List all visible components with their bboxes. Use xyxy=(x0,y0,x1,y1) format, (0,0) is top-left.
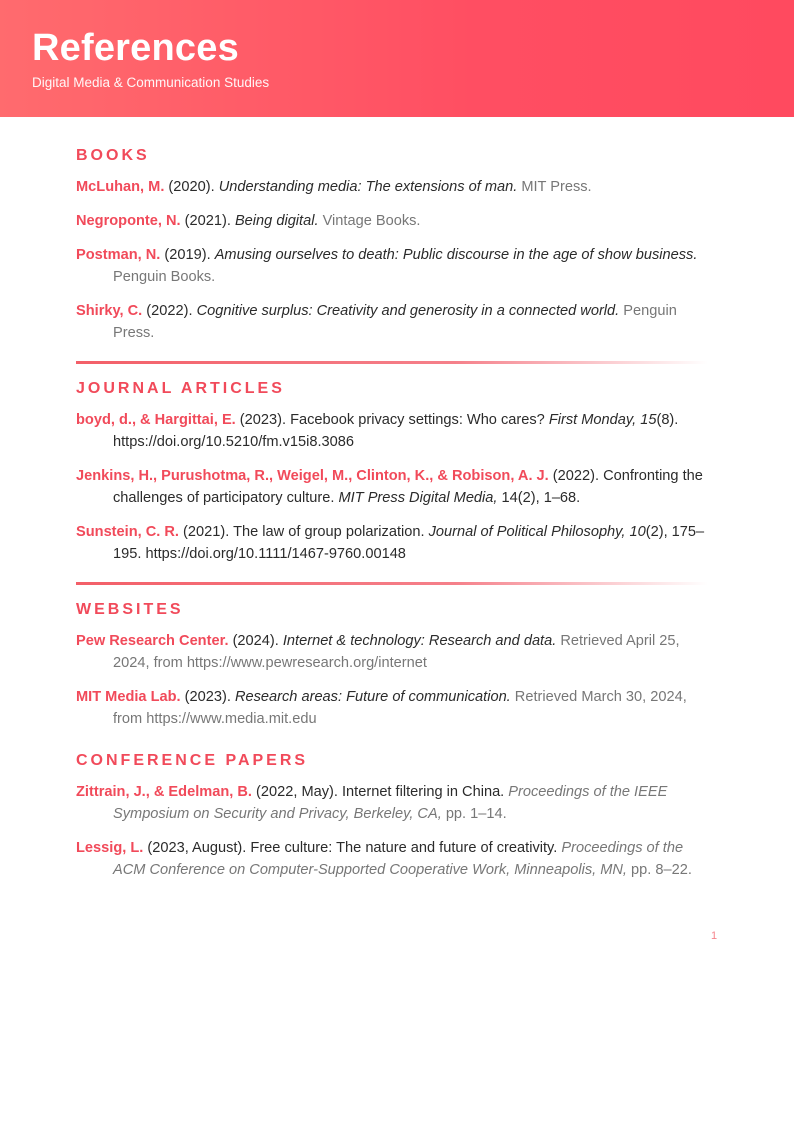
section-title: JOURNAL ARTICLES xyxy=(76,380,285,397)
section-spacer xyxy=(76,742,708,752)
reference-author: Lessig, L. xyxy=(76,840,144,856)
reference-author: Zittrain, J., & Edelman, B. xyxy=(76,784,252,800)
reference-pages: pp. 8–22. xyxy=(627,862,692,878)
reference-issue: (2), 175–195. https://doi.org/10.1111/1467-9760.00148 xyxy=(113,524,705,562)
reference-date: (2023). xyxy=(180,689,235,705)
reference-article-title: Facebook privacy settings: Who cares? xyxy=(290,412,549,428)
reference-paper-title: Internet filtering in China. xyxy=(342,784,509,800)
reference-author: boyd, d., & Hargittai, E. xyxy=(76,412,236,428)
reference-entry xyxy=(76,686,708,730)
reference-date: (2023, August). xyxy=(143,840,251,856)
reference-date: (2022, May). xyxy=(251,784,342,800)
section-title: WEBSITES xyxy=(76,601,184,618)
reference-date: (2023). xyxy=(235,412,291,428)
reference-title: Research areas: Future of communication. xyxy=(234,689,511,705)
reference-entry xyxy=(76,521,708,565)
section-conference-papers xyxy=(76,752,708,881)
reference-article-title: The law of group polarization. xyxy=(233,524,429,540)
reference-author: Sunstein, C. R. xyxy=(76,524,179,540)
reference-date: (2021). xyxy=(178,524,234,540)
section-websites xyxy=(76,601,708,730)
reference-entry xyxy=(76,210,708,232)
references-content xyxy=(0,117,794,881)
reference-author: MIT Media Lab. xyxy=(76,689,181,705)
reference-entry xyxy=(76,630,708,674)
reference-entry xyxy=(76,244,708,288)
reference-entry xyxy=(76,837,708,881)
section-title: BOOKS xyxy=(76,147,150,164)
reference-date: (2021). xyxy=(180,213,235,229)
reference-author: Shirky, C. xyxy=(76,303,143,319)
reference-entry xyxy=(76,409,708,453)
reference-date: (2020). xyxy=(164,179,219,195)
section-divider xyxy=(76,361,708,364)
reference-title: Cognitive surplus: Creativity and generosity in a connected world. xyxy=(196,303,620,319)
page-subtitle: Digital Media & Communication Studies xyxy=(32,75,270,90)
reference-date: (2024). xyxy=(228,633,283,649)
reference-entry xyxy=(76,465,708,509)
reference-publisher: Penguin Books. xyxy=(113,269,216,285)
reference-entry xyxy=(76,781,708,825)
reference-paper-title: Free culture: The nature and future of creativity. xyxy=(250,840,562,856)
reference-title: Understanding media: The extensions of man. xyxy=(218,179,518,195)
reference-entry xyxy=(76,300,708,344)
page-number: 1 xyxy=(711,930,718,942)
reference-title: Internet & technology: Research and data. xyxy=(282,633,557,649)
reference-title: Being digital. xyxy=(234,213,319,229)
reference-article-title: Confronting the challenges of participatory culture. xyxy=(113,468,703,506)
reference-author: Pew Research Center. xyxy=(76,633,229,649)
reference-issue: 14(2), 1–68. xyxy=(497,490,581,506)
reference-retrieval: Retrieved April 25, 2024, from https://www.pewresearch.org/internet xyxy=(113,633,680,671)
section-journal-articles xyxy=(76,380,708,565)
reference-author: Negroponte, N. xyxy=(76,213,181,229)
reference-proceedings: Proceedings of the IEEE Symposium on Security and Privacy, Berkeley, CA, xyxy=(113,784,668,822)
reference-journal: MIT Press Digital Media, xyxy=(338,490,498,506)
section-divider xyxy=(76,582,708,585)
reference-publisher: Penguin Press. xyxy=(113,303,677,341)
section-title: CONFERENCE PAPERS xyxy=(76,752,309,769)
reference-entry xyxy=(76,176,708,198)
reference-title: Amusing ourselves to death: Public discourse in the age of show business. xyxy=(214,247,698,263)
section-books xyxy=(76,147,708,344)
reference-publisher: MIT Press. xyxy=(517,179,592,195)
reference-issue: (8). https://doi.org/10.5210/fm.v15i8.3086 xyxy=(113,412,679,450)
page-header xyxy=(0,0,794,117)
reference-journal: Journal of Political Philosophy, 10 xyxy=(428,524,646,540)
reference-author: Jenkins, H., Purushotma, R., Weigel, M., Clinton, K., & Robison, A. J. xyxy=(76,468,549,484)
reference-retrieval: Retrieved March 30, 2024, from https://www.media.mit.edu xyxy=(113,689,687,727)
reference-date: (2019). xyxy=(160,247,215,263)
reference-publisher: Vintage Books. xyxy=(318,213,421,229)
page-title: References xyxy=(32,27,239,69)
reference-date: (2022). xyxy=(548,468,604,484)
reference-pages: pp. 1–14. xyxy=(441,806,507,822)
reference-date: (2022). xyxy=(142,303,197,319)
reference-author: Postman, N. xyxy=(76,247,161,263)
reference-proceedings: Proceedings of the ACM Conference on Computer-Supported Cooperative Work, Minneapolis, MN, xyxy=(113,840,684,878)
reference-author: McLuhan, M. xyxy=(76,179,165,195)
reference-journal: First Monday, 15 xyxy=(548,412,657,428)
